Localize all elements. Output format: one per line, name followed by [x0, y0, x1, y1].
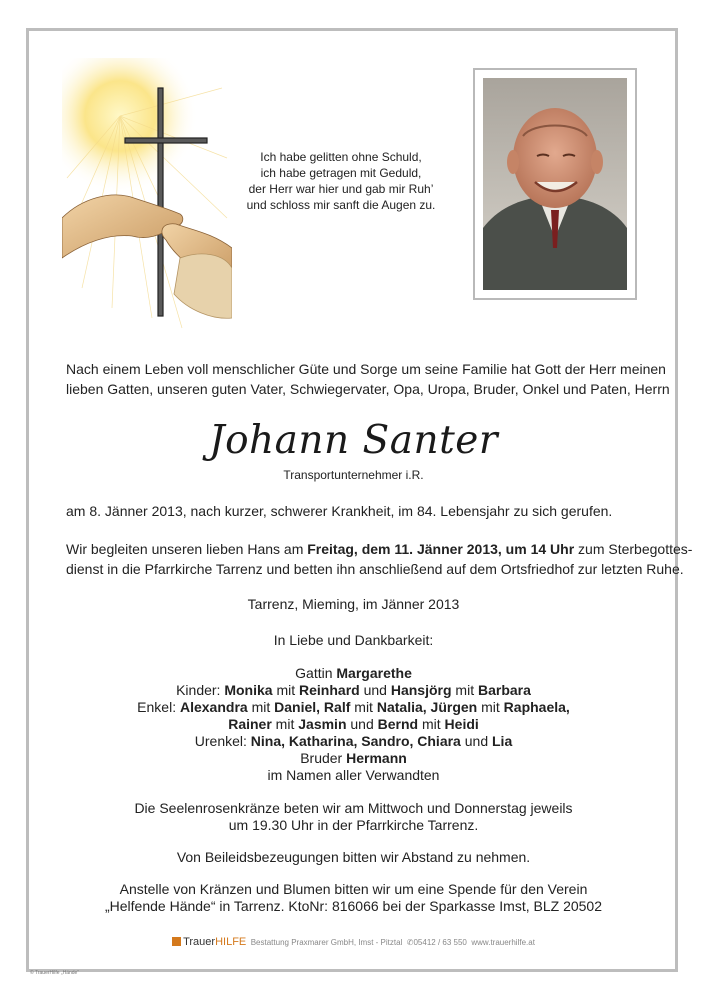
condolence-note: Von Beileidsbezeugungen bitten wir Abstand zu nehmen. — [176, 849, 531, 865]
poem-line: und schloss mir sanft die Augen zu. — [246, 198, 436, 212]
closing-intro: In Liebe und Dankbarkeit: — [273, 632, 434, 648]
rosary-line: Die Seelenrosenkränze beten wir am Mittwoch und Donnerstag jeweils — [134, 800, 573, 816]
rosary-line: um 19.30 Uhr in der Pfarrkirche Tarrenz. — [228, 817, 479, 833]
mourner-line-brother: Bruder Hermann — [300, 750, 407, 766]
donation-notice — [0, 881, 707, 915]
poem-line: Ich habe gelitten ohne Schuld, — [260, 150, 422, 164]
mourner-line-grandchildren-2: Rainer mit Jasmin und Bernd mit Heidi — [228, 716, 479, 732]
phone-icon: ✆ — [406, 938, 414, 947]
deceased-profession: Transportunternehmer i.R. — [283, 468, 424, 482]
mourners-list — [0, 665, 707, 784]
funeral-text: zum Sterbegottes- — [574, 541, 693, 557]
footer-phone: 05412 / 63 550 — [413, 938, 467, 947]
cross-hands-artwork — [62, 58, 232, 350]
mourner-line-wife: Gattin Margarethe — [295, 665, 412, 681]
deceased-name: Johann Santer — [208, 418, 499, 463]
funeral-text: dienst in die Pfarrkirche Tarrenz und betten ihn anschließend auf dem Ortsfriedhof zur letzten Ruhe. — [66, 561, 684, 577]
death-notice: am 8. Jänner 2013, nach kurzer, schwerer Krankheit, im 84. Lebensjahr zu sich gerufen. — [66, 503, 613, 519]
intro-line: Nach einem Leben voll menschlicher Güte und Sorge um seine Familie hat Gott der Herr meinen — [66, 361, 666, 377]
sleeve — [174, 254, 232, 318]
poem-line: der Herr war hier und gab mir Ruh’ — [248, 182, 434, 196]
poem — [236, 149, 446, 213]
funeral-notice — [66, 539, 693, 579]
poem-line: ich habe getragen mit Geduld, — [260, 166, 422, 180]
mourner-line-grandchildren: Enkel: Alexandra mit Daniel, Ralf mit Natalia, Jürgen mit Raphaela, — [137, 699, 570, 715]
intro-text — [66, 359, 670, 399]
funeral-date: Freitag, dem 11. Jänner 2013, um 14 Uhr — [307, 541, 575, 557]
donation-line: „Helfende Hände“ in Tarrenz. KtoNr: 816066 bei der Sparkasse Imst, BLZ 20502 — [104, 898, 602, 914]
intro-line: lieben Gatten, unseren guten Vater, Schwiegervater, Opa, Uropa, Bruder, Onkel und Paten, Herrn — [66, 381, 670, 397]
mourner-line-children: Kinder: Monika mit Reinhard und Hansjörg mit Barbara — [176, 682, 531, 698]
rosary-notice — [0, 800, 707, 834]
brand-logo-icon — [172, 937, 181, 946]
portrait-frame — [473, 68, 637, 300]
footer — [0, 936, 707, 948]
footer-company: Bestattung Praxmarer GmbH, Imst - Pitztal — [250, 938, 403, 947]
footer-web: www.trauerhilfe.at — [471, 938, 535, 947]
place-date: Tarrenz, Mieming, im Jänner 2013 — [247, 596, 460, 612]
mourner-line-great-grandchildren: Urenkel: Nina, Katharina, Sandro, Chiara und Lia — [194, 733, 513, 749]
brand-logo: TrauerHILFE — [172, 936, 246, 948]
portrait-photo — [483, 78, 627, 290]
donation-line: Anstelle von Kränzen und Blumen bitten wir um eine Spende für den Verein — [119, 881, 588, 897]
copyright: © TrauerHilfe „Hände“ — [30, 970, 79, 976]
funeral-text: Wir begleiten unseren lieben Hans am — [66, 541, 308, 557]
mourner-line-relatives: im Namen aller Verwandten — [267, 767, 440, 783]
